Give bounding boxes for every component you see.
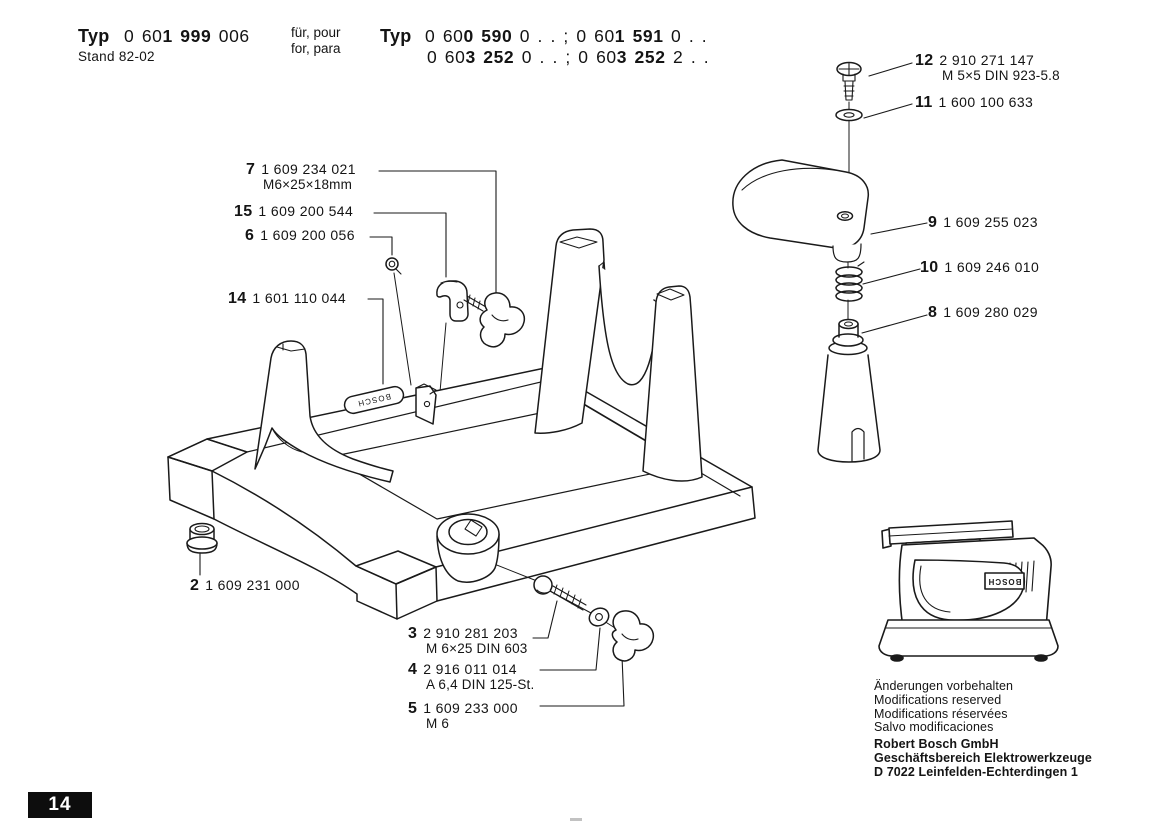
spring-drawing (836, 262, 864, 301)
washer11-drawing (836, 110, 862, 121)
part-label-12: 12 2 910 271 147 (915, 52, 1035, 69)
cone-sleeve-drawing (818, 320, 880, 463)
stand-date: Stand 82-02 (78, 49, 155, 64)
part-label-9: 9 1 609 255 023 (928, 214, 1038, 231)
part-spec-4: A 6,4 DIN 125-St. (426, 677, 535, 692)
typ2-row2: 0 603 252 0 . . ; 0 603 252 2 . . (427, 47, 710, 67)
part-label-4: 4 2 916 011 014 (408, 661, 517, 678)
typ-label: Typ (78, 26, 110, 46)
wing-bolt-drawing (464, 293, 524, 347)
typ2-label: Typ (380, 26, 412, 46)
part-label-15: 15 1 609 200 544 (234, 203, 354, 220)
part-label-11: 11 1 600 100 633 (915, 94, 1034, 111)
part-label-3: 3 2 910 281 203 (408, 625, 518, 642)
wing-nut-drawing (612, 611, 653, 661)
header-type2-block (380, 26, 707, 47)
company-city: D 7022 Leinfelden-Echterdingen 1 (874, 764, 1078, 779)
part-label-7: 7 1 609 234 021 (246, 161, 356, 178)
clamp-bracket-drawing (437, 281, 468, 321)
nut-drawing (386, 258, 401, 274)
nameplate-brand-text: BOSCH (356, 391, 392, 409)
header-type-block (78, 26, 250, 47)
modification-notes (874, 680, 1013, 735)
part-spec-5: M 6 (426, 716, 450, 731)
part-spec-3: M 6×25 DIN 603 (426, 641, 528, 656)
part-label-14: 14 1 601 110 044 (228, 290, 347, 307)
machine-illustration (879, 521, 1058, 661)
typ-value: 0 601 999 006 (124, 26, 250, 46)
part-spec-12: M 5×5 DIN 923-5.8 (942, 68, 1060, 83)
part-spec-7: M6×25×18mm (263, 177, 353, 192)
company-name: Robert Bosch GmbH (874, 737, 999, 751)
clamp-post-drawing (416, 384, 436, 424)
foot-cap-drawing (187, 524, 217, 554)
scan-artifact (570, 818, 582, 821)
note-es: Salvo modificaciones (874, 720, 994, 735)
company-address (874, 738, 1092, 779)
for-words: für, pour for, para (291, 25, 341, 56)
carriage-bolt-drawing (534, 576, 586, 610)
part-label-5: 5 1 609 233 000 (408, 700, 518, 717)
screw-drawing (837, 63, 861, 101)
company-division: Geschäftsbereich Elektrowerkzeuge (874, 750, 1092, 765)
part-label-10: 10 1 609 246 010 (920, 259, 1040, 276)
washer4-drawing (586, 605, 612, 629)
note-en: Modifications reserved (874, 692, 1002, 707)
note-fr: Modifications réservées (874, 706, 1008, 721)
note-de: Änderungen vorbehalten (874, 679, 1014, 693)
machine-brand-text: BOSCH (987, 577, 1022, 586)
mount-boss-drawing (437, 514, 499, 582)
typ2-row1: 0 600 590 0 . . ; 0 601 591 0 . . (425, 26, 708, 46)
page-number-tab: 14 (28, 792, 92, 818)
part-label-2: 2 1 609 231 000 (190, 577, 300, 594)
cam-lever-drawing (733, 160, 868, 262)
part-label-8: 8 1 609 280 029 (928, 304, 1038, 321)
part-label-6: 6 1 609 200 056 (245, 227, 355, 244)
